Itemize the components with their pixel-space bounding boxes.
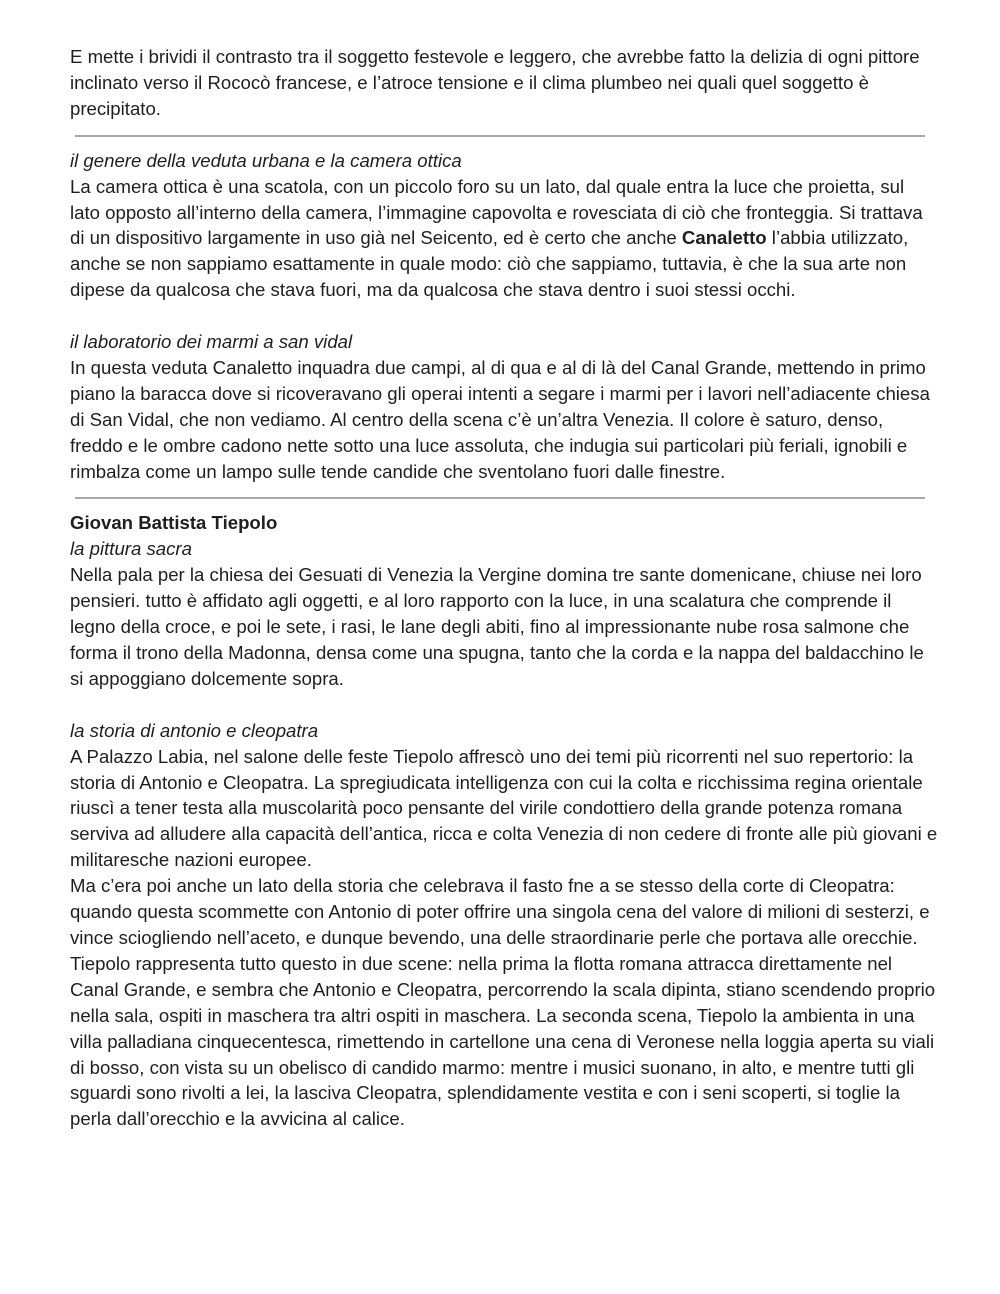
cleopatra-paragraph-1: A Palazzo Labia, nel salone delle feste Tiepolo affrescò uno dei temi più ricorrenti nel suo repertorio: la storia di Antonio e Cleopatra. La spregiudicata intelligenza con cui la colta e ricchissima regina orientale riuscì a tener testa alla muscolarità poco pensante del virile condottiero della grande potenza romana serviva ad alludere alla capacità dell’antica, ricca e colta Venezia di non cedere di fronte alle più giovani e militaresche nazioni europee. [70, 745, 938, 871]
cleopatra-heading: la storia di antonio e cleopatra [70, 719, 319, 741]
intro-paragraph: E mette i brividi il contrasto tra il soggetto festevole e leggero, che avrebbe fatto la delizia di ogni pittore inclinato verso il Rococò francese, e l’atroce tensione e il clima plumbeo nei quali quel soggetto è precipitato. [70, 46, 920, 119]
tiepolo-title: Giovan Battista Tiepolo [70, 512, 278, 534]
section-divider [75, 497, 925, 499]
paragraph-spacer [70, 692, 938, 718]
camera-ottica-text-after: l’abbia utilizzato, anche se non sappiamo esattamente in quale modo: ciò che sappiamo, tuttavia, è che la sua arte non dipese da qualcosa che stava fuori, ma da qualcosa che stava dentro i suoi stessi occhi. [70, 227, 909, 301]
camera-ottica-text-before: La camera ottica è una scatola, con un piccolo foro su un lato, dal quale entra la luce che proietta, sul lato opposto all’interno della camera, l’immagine capovolta e rovesciata di ciò che fronteggia. Si trattava di un dispositivo largamente in uso già nel Seicento, ed è certo che anche [70, 175, 923, 249]
paragraph-spacer [70, 303, 938, 329]
camera-ottica-heading: il genere della veduta urbana e la camera ottica [70, 149, 462, 171]
marmi-heading: il laboratorio dei marmi a san vidal [70, 331, 353, 353]
document-page [70, 44, 938, 1132]
cleopatra-paragraph-2: Ma c’era poi anche un lato della storia che celebrava il fasto fne a se stesso della corte di Cleopatra: quando questa scommette con Antonio di poter offrire una singola cena del valore di milioni di sesterzi, e vince sciogliendo nell’aceto, e dunque bevendo, una delle straordinarie perle che portava alle orecchie. Tiepolo rappresenta tutto questo in due scene: nella prima la flotta romana attracca direttamente nel Canal Grande, e sembra che Antonio e Cleopatra, percorrendo la scala dipinta, stiano scendendo proprio nella sala, ospiti in maschera tra altri ospiti in maschera. La seconda scena, Tiepolo la ambienta in una villa palladiana cinquecentesca, rimettendo in cartellone una cena di Veronese nella loggia aperta su viali di bosso, con vista su un obelisco di candido marmo: mentre i musici suonano, in alto, e mentre tutti gli sguardi sono rivolti a lei, la lasciva Cleopatra, splendidamente vestita e con i seni scoperti, si toglie la perla dall’orecchio e la avvicina al calice. [70, 875, 936, 1130]
camera-ottica-paragraph [70, 174, 938, 304]
section-divider [75, 135, 925, 137]
marmi-paragraph: In questa veduta Canaletto inquadra due campi, al di qua e al di là del Canal Grande, mettendo in primo piano la baracca dove si ricoveravano gli operai intenti a segare i marmi per i lavori nell’adiacente chiesa di San Vidal, che non vediamo. Al centro della scena c’è un’altra Venezia. Il colore è saturo, denso, freddo e le ombre cadono nette sotto una luce assoluta, che indugia sui particolari più feriali, ignobili e rimbalza come un lampo sulle tende candide che sventolano fuori dalle finestre. [70, 356, 930, 482]
pittura-sacra-paragraph: Nella pala per la chiesa dei Gesuati di Venezia la Vergine domina tre sante domenicane, chiuse nei loro pensieri. tutto è affidato agli oggetti, e al loro rapporto con la luce, in una scalatura che comprende il legno della croce, e poi le sete, i rasi, le lane degli abiti, fino al impressionante nube rosa salmone che forma il trono della Madonna, densa come una spugna, tanto che la corda e la nappa del baldacchino le si appoggiano dolcemente sopra. [70, 564, 924, 689]
pittura-sacra-heading: la pittura sacra [70, 538, 192, 560]
canaletto-name: Canaletto [681, 227, 767, 249]
